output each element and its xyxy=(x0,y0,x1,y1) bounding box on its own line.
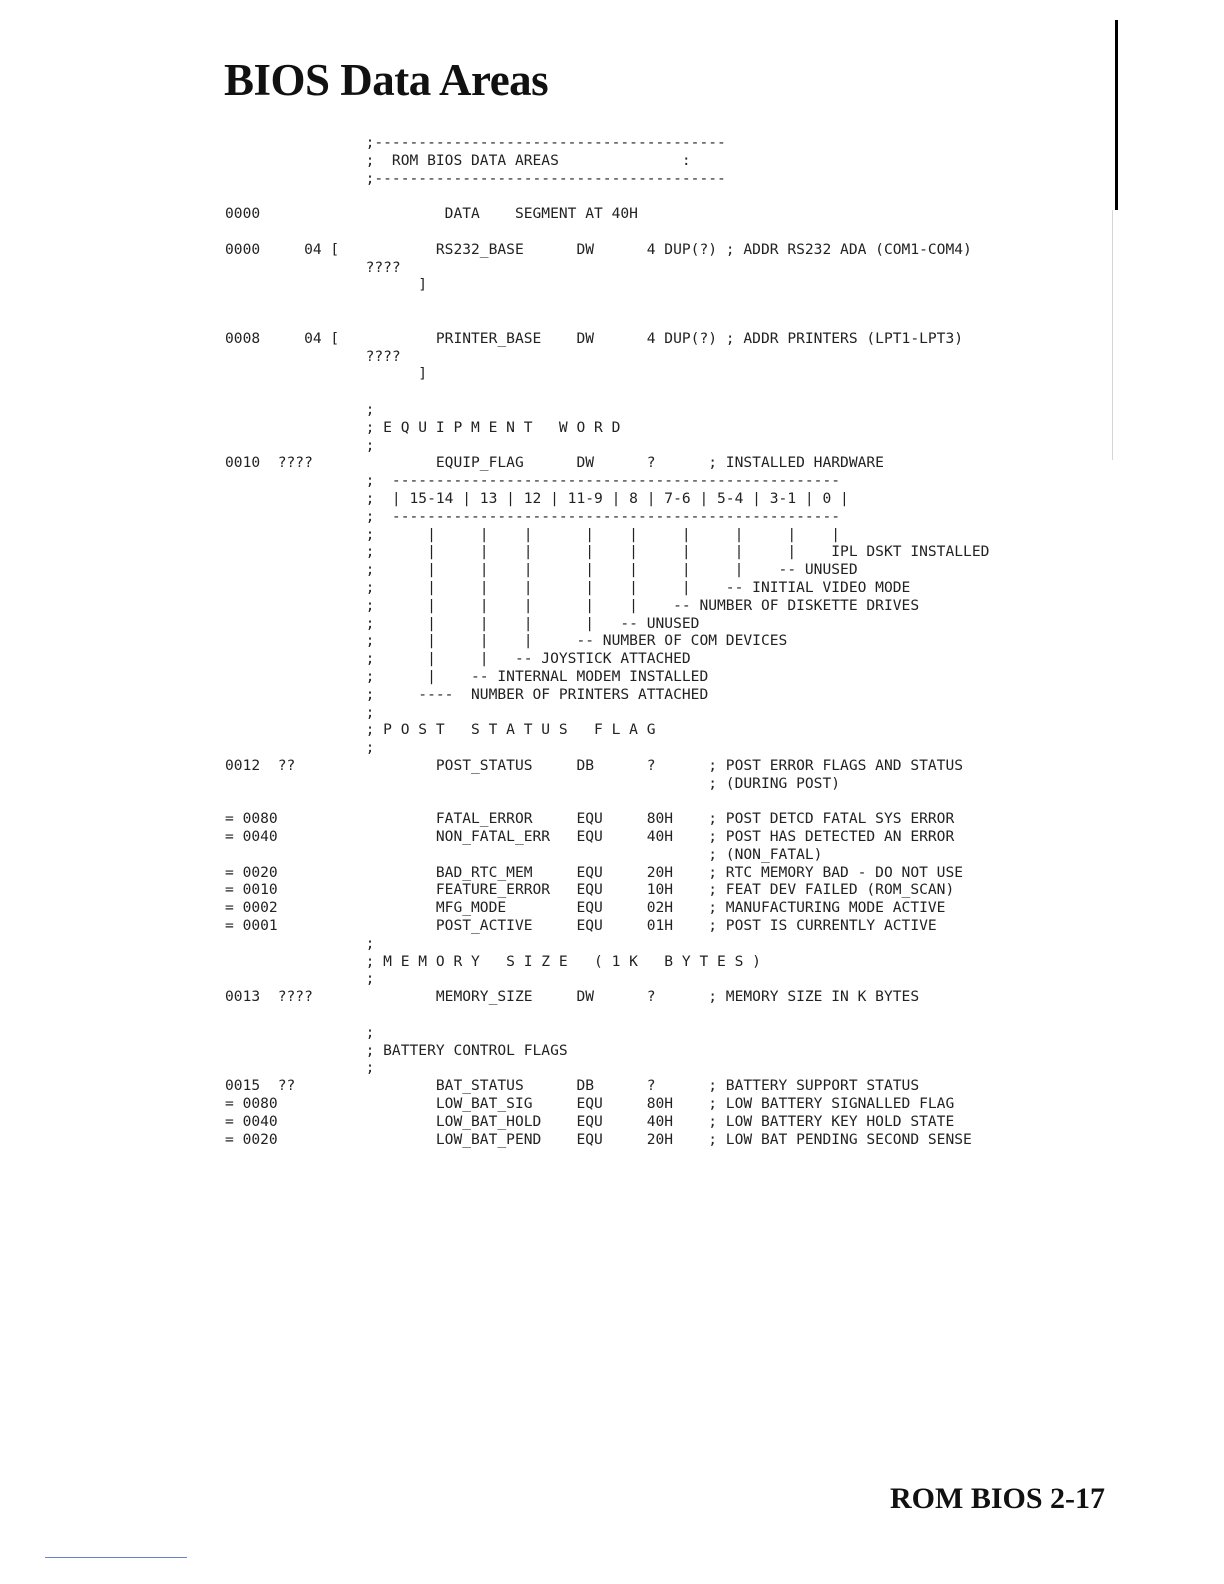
listing-line: ; | | | | | | | | | xyxy=(225,525,841,543)
listing-line: ; | -- INTERNAL MODEM INSTALLED xyxy=(225,667,709,685)
listing-line: ; xyxy=(225,1023,375,1041)
listing-line: = 0040 NON_FATAL_ERR EQU 40H ; POST HAS DETECTED AN ERROR xyxy=(225,828,955,846)
listing-line: ; M E M O R Y S I Z E ( 1 K B Y T E S ) xyxy=(225,952,761,970)
listing-line: ???? xyxy=(225,258,401,276)
listing-line: ; (NON_FATAL) xyxy=(225,845,823,863)
listing-line: = 0020 BAD_RTC_MEM EQU 20H ; RTC MEMORY BAD - DO NOT USE xyxy=(225,863,964,881)
listing-line: 0015 ?? BAT_STATUS DB ? ; BATTERY SUPPORT STATUS xyxy=(225,1077,920,1095)
listing-line: ; xyxy=(225,934,375,952)
listing-line: ; xyxy=(225,1059,375,1077)
listing-line: 0008 04 [ PRINTER_BASE DW 4 DUP(?) ; ADDR PRINTERS (LPT1-LPT3) xyxy=(225,329,964,347)
listing-line: ???? xyxy=(225,347,401,365)
listing-line: ; xyxy=(225,703,375,721)
listing-line: = 0020 LOW_BAT_PEND EQU 20H ; LOW BAT PENDING SECOND SENSE xyxy=(225,1130,972,1148)
listing-line: = 0080 LOW_BAT_SIG EQU 80H ; LOW BATTERY SIGNALLED FLAG xyxy=(225,1095,955,1113)
document-page xyxy=(80,0,1122,1584)
listing-line: = 0040 LOW_BAT_HOLD EQU 40H ; LOW BATTERY KEY HOLD STATE xyxy=(225,1112,955,1130)
listing-line: ; | 15-14 | 13 | 12 | 11-9 | 8 | 7-6 | 5-4 | 3-1 | 0 | xyxy=(225,489,849,507)
listing-line: 0010 ???? EQUIP_FLAG DW ? ; INSTALLED HARDWARE xyxy=(225,454,884,472)
listing-line: ; | | -- JOYSTICK ATTACHED xyxy=(225,650,691,668)
listing-line: ; xyxy=(225,970,375,988)
listing-line: ] xyxy=(225,365,428,383)
listing-line: 0000 DATA SEGMENT AT 40H xyxy=(225,205,638,223)
listing-line: ; (DURING POST) xyxy=(225,774,841,792)
listing-line: ; BATTERY CONTROL FLAGS xyxy=(225,1041,568,1059)
listing-line: ;---------------------------------------- xyxy=(225,134,726,151)
listing-line: ; | | | | | -- NUMBER OF DISKETTE DRIVES xyxy=(225,596,920,614)
listing-line: ; ROM BIOS DATA AREAS : xyxy=(225,151,691,169)
listing-line: ; | | | | | | | | IPL DSKT INSTALLED xyxy=(225,543,990,561)
listing-line: ; | | | | | | | -- UNUSED xyxy=(225,561,858,579)
assembly-listing xyxy=(225,134,989,1148)
listing-line xyxy=(225,312,989,330)
page-footer: ROM BIOS 2-17 xyxy=(890,1482,1106,1515)
listing-line: ; xyxy=(225,436,375,454)
listing-line: ; ---- NUMBER OF PRINTERS ATTACHED xyxy=(225,685,709,703)
listing-line: = 0002 MFG_MODE EQU 02H ; MANUFACTURING MODE ACTIVE xyxy=(225,899,946,917)
listing-line: ; --------------------------------------------------- xyxy=(225,472,841,490)
listing-line: ; | | | | -- UNUSED xyxy=(225,614,700,632)
listing-line: ; xyxy=(225,400,375,418)
margin-rule xyxy=(1115,20,1118,210)
listing-line: 0013 ???? MEMORY_SIZE DW ? ; MEMORY SIZE IN K BYTES xyxy=(225,988,920,1006)
listing-line xyxy=(225,383,989,401)
listing-line: ;---------------------------------------- xyxy=(225,169,726,187)
listing-line xyxy=(225,792,989,810)
listing-line: 0000 04 [ RS232_BASE DW 4 DUP(?) ; ADDR RS232 ADA (COM1-COM4) xyxy=(225,240,972,258)
listing-line: ; E Q U I P M E N T W O R D xyxy=(225,418,621,436)
listing-line: = 0010 FEATURE_ERROR EQU 10H ; FEAT DEV FAILED (ROM_SCAN) xyxy=(225,881,955,899)
listing-line: ] xyxy=(225,276,428,294)
listing-line: ; | | | -- NUMBER OF COM DEVICES xyxy=(225,632,788,650)
listing-line: ; xyxy=(225,739,375,757)
listing-line xyxy=(225,187,989,205)
listing-line: 0012 ?? POST_STATUS DB ? ; POST ERROR FLAGS AND STATUS xyxy=(225,756,964,774)
listing-line: ; P O S T S T A T U S F L A G xyxy=(225,721,656,739)
listing-line: = 0080 FATAL_ERROR EQU 80H ; POST DETCD FATAL SYS ERROR xyxy=(225,810,955,828)
listing-line: = 0001 POST_ACTIVE EQU 01H ; POST IS CURRENTLY ACTIVE xyxy=(225,917,937,935)
listing-line: ; | | | | | | -- INITIAL VIDEO MODE xyxy=(225,578,911,596)
margin-rule-faint xyxy=(1112,210,1113,460)
listing-line xyxy=(225,223,989,241)
listing-line xyxy=(225,1006,989,1024)
listing-line: ; --------------------------------------------------- xyxy=(225,507,841,525)
page-title: BIOS Data Areas xyxy=(224,55,549,105)
listing-line xyxy=(225,294,989,312)
bottom-underline xyxy=(45,1557,187,1558)
